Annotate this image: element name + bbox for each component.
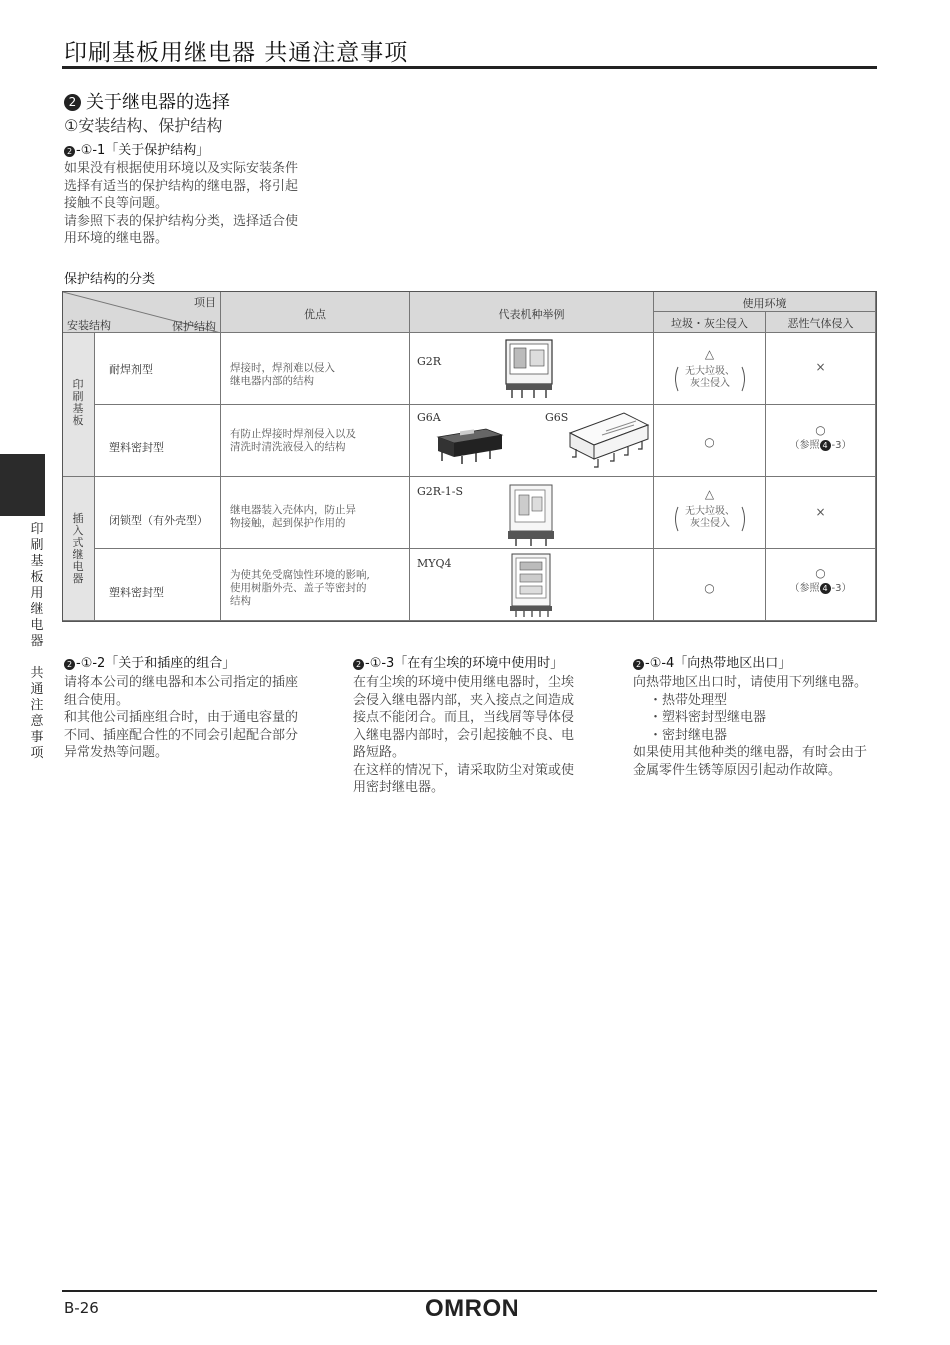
bullet-text: 热带处理型 bbox=[662, 692, 728, 708]
gas-ref-tail: -3） bbox=[831, 583, 852, 594]
sub2-line: 异常发热等问题。 bbox=[64, 745, 169, 760]
gas-note bbox=[766, 440, 875, 452]
row-merit-line: 有防止焊接时焊剂侵入以及 bbox=[230, 428, 356, 440]
dust-mark: ○ bbox=[704, 435, 715, 449]
header-item-cell bbox=[63, 292, 221, 333]
sub3-line: 入继电器内部时，会引起接触不良、电 bbox=[353, 727, 575, 743]
dust-note-line: 灰尘侵入 bbox=[690, 378, 730, 389]
brand-logo bbox=[425, 1295, 517, 1327]
table-row-4-merit bbox=[221, 549, 410, 621]
table-row-2-type bbox=[95, 405, 221, 477]
dust-mark: △ bbox=[704, 487, 715, 501]
header-dust-label: 垃圾・灰尘侵入 bbox=[671, 317, 748, 330]
sub2-paragraph bbox=[64, 674, 298, 762]
table-row-3-gas bbox=[766, 477, 876, 549]
sub3-heading-text: -①-3「在有尘埃的环境中使用时」 bbox=[365, 656, 564, 671]
table-row-4-model bbox=[410, 549, 654, 621]
section-subtitle: ①安装结构、保护结构 bbox=[64, 116, 223, 135]
dust-note bbox=[672, 506, 748, 530]
header-mount-label: 安装结构 bbox=[67, 319, 111, 332]
table-row-1-type bbox=[95, 333, 221, 405]
list-item: ・塑料密封型继电器 bbox=[649, 710, 767, 725]
sub4-heading bbox=[633, 652, 791, 671]
section-number-badge: 2 bbox=[64, 94, 81, 111]
gas-ref-tail: -3） bbox=[831, 440, 852, 451]
bullet-text: 密封继电器 bbox=[662, 727, 728, 743]
model-label-2: G6S bbox=[545, 411, 569, 424]
gas-mark: × bbox=[815, 360, 826, 374]
table-row-4-dust bbox=[654, 549, 766, 621]
sub3-line: 路短路。 bbox=[353, 745, 406, 760]
row-type-label: 耐焊剂型 bbox=[109, 363, 153, 376]
model-label: G2R-1-S bbox=[417, 485, 464, 498]
relay-g2r-image bbox=[504, 336, 556, 400]
gas-mark: ○ bbox=[815, 566, 826, 580]
dust-note-line: 灰尘侵入 bbox=[690, 518, 730, 529]
row-merit-line: 清洗时清洗液侵入的结构 bbox=[230, 441, 346, 453]
row-merit-line: 使用树脂外壳、盖子等密封的 bbox=[230, 582, 367, 594]
header-rule bbox=[62, 66, 877, 69]
row-merit-text bbox=[230, 569, 370, 608]
dust-mark: △ bbox=[704, 347, 715, 361]
sub4-number-badge: 2 bbox=[633, 659, 644, 670]
row-type-label: 塑料密封型 bbox=[109, 441, 164, 454]
sub1-line: 接触不良等问题。 bbox=[64, 196, 169, 211]
sub3-paragraph bbox=[353, 674, 574, 797]
header-gas-cell bbox=[766, 312, 876, 333]
table-row-4-type bbox=[95, 549, 221, 621]
header-item-label: 项目 bbox=[194, 296, 216, 309]
list-item: ・热带处理型 bbox=[649, 692, 728, 708]
table-row-1-merit bbox=[221, 333, 410, 405]
dust-note-line: 无大垃圾、 bbox=[685, 506, 735, 517]
sub4-bullet-list bbox=[633, 692, 867, 745]
header-gas-label: 恶性气体侵入 bbox=[787, 317, 854, 330]
row-merit-text bbox=[230, 504, 356, 530]
header-models-label: 代表机种举例 bbox=[498, 308, 565, 321]
row-type-label: 闭锁型（有外壳型） bbox=[109, 514, 208, 527]
list-item: ・密封继电器 bbox=[649, 727, 728, 743]
gas-mark: ○ bbox=[815, 423, 826, 437]
table-row-2-model bbox=[410, 405, 654, 477]
sub3-line: 用密封继电器。 bbox=[353, 780, 445, 795]
sub4-line: 金属零件生锈等原因引起动作故障。 bbox=[633, 762, 842, 778]
sub1-line: 请参照下表的保护结构分类，选择适合使 bbox=[64, 213, 299, 229]
row-merit-line: 继电器装入壳体内，防止异 bbox=[230, 504, 356, 516]
relay-g2r-1-s-image bbox=[506, 481, 558, 547]
table-row-2-merit bbox=[221, 405, 410, 477]
sub1-number-badge: 2 bbox=[64, 146, 75, 157]
sub3-line: 在这样的情况下，请采取防尘对策或使 bbox=[353, 762, 575, 778]
row-merit-text bbox=[230, 362, 335, 388]
table-row-3-type bbox=[95, 477, 221, 549]
dust-mark: ○ bbox=[704, 581, 715, 595]
sub2-line: 和其他公司插座组合时，由于通电容量的 bbox=[64, 710, 299, 725]
sub2-heading bbox=[64, 652, 235, 671]
table-row-1-dust bbox=[654, 333, 766, 405]
model-label: G2R bbox=[417, 355, 442, 368]
table-row-1-gas bbox=[766, 333, 876, 405]
bracket-marks bbox=[672, 366, 748, 392]
sub4-paragraph bbox=[633, 674, 867, 779]
header-merit-cell bbox=[221, 292, 410, 333]
section-title: 关于继电器的选择 bbox=[86, 92, 230, 113]
sub1-paragraph bbox=[64, 160, 298, 248]
sub1-heading bbox=[64, 139, 209, 158]
page-number: B-26 bbox=[64, 1299, 99, 1317]
sub2-number-badge: 2 bbox=[64, 659, 75, 670]
svg-text:OMRON: OMRON bbox=[425, 1295, 517, 1321]
group-plugin-label: 插 入 式 继 电 器 bbox=[72, 512, 84, 585]
relay-myq4-image bbox=[508, 552, 554, 618]
row-merit-line: 物接触，起到保护作用的 bbox=[230, 517, 346, 529]
protection-table bbox=[62, 291, 877, 622]
dust-note-line: 无大垃圾、 bbox=[685, 366, 735, 377]
table-row-3-merit bbox=[221, 477, 410, 549]
section-heading bbox=[64, 88, 230, 114]
gas-note-text: （参照 bbox=[789, 440, 820, 451]
header-protect-label: 保护结构 bbox=[172, 320, 216, 333]
gas-ref-badge: 4 bbox=[820, 440, 831, 451]
model-label: G6A bbox=[417, 411, 441, 424]
gas-note-text: （参照 bbox=[789, 583, 820, 594]
sub3-number-badge: 2 bbox=[353, 659, 364, 670]
gas-note bbox=[766, 583, 875, 595]
table-row-2-gas bbox=[766, 405, 876, 477]
sub4-line: 如果使用其他种类的继电器，有时会由于 bbox=[633, 745, 868, 760]
sub3-line: 会侵入继电器内部，夹入接点之间造成 bbox=[353, 692, 575, 708]
sub1-line: 选择有适当的保护结构的继电器，将引起 bbox=[64, 178, 299, 194]
header-merit-label: 优点 bbox=[304, 308, 326, 321]
bracket-marks bbox=[672, 506, 748, 532]
sub4-intro: 向热带地区出口时，请使用下列继电器。 bbox=[633, 675, 868, 690]
row-merit-line: 继电器内部的结构 bbox=[230, 375, 314, 387]
relay-g6a-image bbox=[434, 423, 506, 465]
sub2-heading-text: -①-2「关于和插座的组合」 bbox=[76, 656, 236, 671]
sub4-heading-text: -①-4「向热带地区出口」 bbox=[645, 656, 792, 671]
sub3-heading bbox=[353, 652, 563, 671]
gas-mark: × bbox=[815, 505, 826, 519]
group-plugin-cell bbox=[63, 477, 95, 621]
sidebar-tab bbox=[0, 454, 45, 516]
header-env-label: 使用环境 bbox=[742, 297, 787, 310]
table-row-4-gas bbox=[766, 549, 876, 621]
header-dust-cell bbox=[654, 312, 766, 333]
relay-g6s-image bbox=[566, 409, 652, 471]
header-models-cell bbox=[410, 292, 654, 333]
dust-note bbox=[672, 366, 748, 390]
row-merit-line: 结构 bbox=[230, 595, 251, 607]
sub2-line: 组合使用。 bbox=[64, 692, 130, 708]
row-merit-text bbox=[230, 428, 356, 454]
row-type-label: 塑料密封型 bbox=[109, 586, 164, 599]
sub3-line: 接点不能闭合。而且，当线屑等导体侵 bbox=[353, 710, 575, 725]
group-pcb-label: 印 刷 基 板 bbox=[72, 378, 84, 427]
gas-ref-badge: 4 bbox=[820, 583, 831, 594]
header-env-cell bbox=[654, 292, 876, 312]
sub1-line: 如果没有根据使用环境以及实际安装条件 bbox=[64, 161, 299, 176]
sub1-line: 用环境的继电器。 bbox=[64, 231, 169, 246]
table-title: 保护结构的分类 bbox=[64, 272, 156, 287]
sub2-line: 不同、插座配合性的不同会引起配合部分 bbox=[64, 727, 299, 743]
row-merit-line: 焊接时，焊剂难以侵入 bbox=[230, 362, 335, 374]
sidebar-label: 印 刷 基 板 用 继 电 器 共 通 注 意 事 项 bbox=[30, 522, 44, 761]
omron-logo-icon bbox=[425, 1295, 517, 1321]
table-row-1-model bbox=[410, 333, 654, 405]
model-label: MYQ4 bbox=[417, 557, 452, 570]
sub3-line: 在有尘埃的环境中使用继电器时，尘埃 bbox=[353, 675, 575, 690]
bullet-text: 塑料密封型继电器 bbox=[662, 710, 767, 725]
row-merit-line: 为使其免受腐蚀性环境的影响, bbox=[230, 569, 370, 581]
table-row-3-model bbox=[410, 477, 654, 549]
page-title: 印刷基板用继电器 共通注意事项 bbox=[64, 40, 409, 66]
table-row-2-dust bbox=[654, 405, 766, 477]
footer-rule bbox=[62, 1290, 877, 1292]
table-row-3-dust bbox=[654, 477, 766, 549]
sub1-heading-text: -①-1「关于保护结构」 bbox=[76, 143, 210, 158]
sub2-line: 请将本公司的继电器和本公司指定的插座 bbox=[64, 675, 299, 690]
group-pcb-cell bbox=[63, 333, 95, 477]
